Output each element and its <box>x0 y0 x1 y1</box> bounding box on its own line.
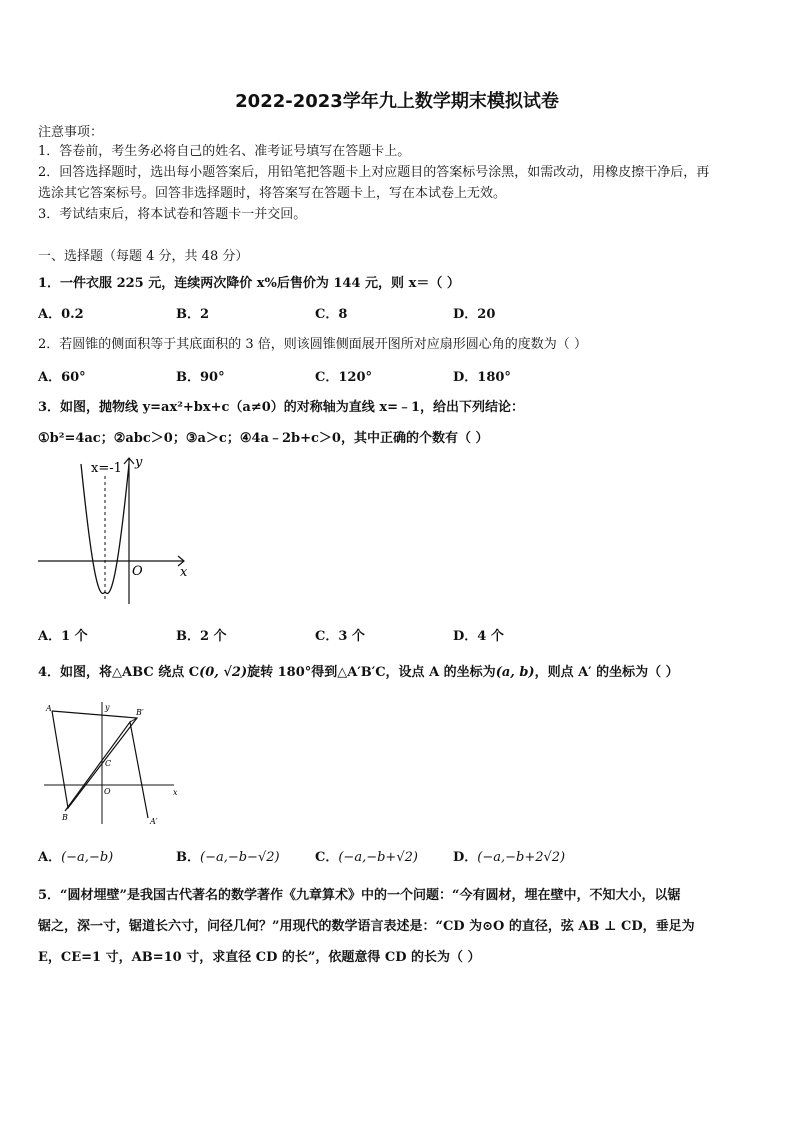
q3-option-a: A．1 个 <box>38 629 88 644</box>
label-a-prime: A′ <box>150 817 158 826</box>
q4-option-b-letter: B． <box>176 850 200 865</box>
notice-item-2-cont: 选涂其它答案标号。回答非选择题时，将答案写在答题卡上，写在本试卷上无效。 <box>38 186 507 201</box>
q4-option-c-expr: (−a,−b+√2) <box>338 850 418 865</box>
q4-point-a: (a, b) <box>495 665 535 680</box>
label-c: C <box>105 759 112 768</box>
q1-option-d: D．20 <box>453 307 496 322</box>
q2-option-b: B．90° <box>176 370 225 385</box>
q4-stem-part-3: ，则点 A′ 的坐标为（ ） <box>534 665 679 680</box>
q5-line-2: 锯之，深一寸，锯道长六寸，问径几何？”用现代的数学语言表述是：“CD 为⊙O 的直径，弦 AB ⊥ CD，垂足为 <box>38 919 695 934</box>
label-y: y <box>105 703 110 712</box>
q4-option-b <box>176 846 280 865</box>
page-title: 2022-2023学年九上数学期末模拟试卷 <box>235 91 559 112</box>
q3-option-c: C．3 个 <box>315 629 365 644</box>
q3-option-b: B．2 个 <box>176 629 227 644</box>
notice-item-1: 1．答卷前，考生务必将自己的姓名、准考证号填写在答题卡上。 <box>38 144 411 159</box>
q4-stem-part-2: 旋转 180°得到△A′B′C，设点 A 的坐标为 <box>247 665 496 680</box>
q1-option-a: A．0.2 <box>38 307 84 322</box>
q2-stem: 2．若圆锥的侧面积等于其底面积的 3 倍，则该圆锥侧面展开图所对应扇形圆心角的度数为（ ） <box>38 337 587 352</box>
label-a: A <box>46 704 52 713</box>
q4-option-d-expr: (−a,−b+2√2) <box>477 850 566 865</box>
y-axis-label: y <box>135 455 143 470</box>
q1-option-b: B．2 <box>176 307 210 322</box>
q3-parabola-figure <box>36 452 192 608</box>
q4-option-a-expr: (−a,−b) <box>61 850 114 865</box>
q4-option-c-letter: C． <box>315 850 339 865</box>
label-o: O <box>104 787 111 796</box>
q4-rotation-figure <box>40 698 182 828</box>
notice-heading: 注意事项： <box>38 125 104 140</box>
symmetry-label: x=-1 <box>91 461 122 476</box>
q4-option-b-expr: (−a,−b−√2) <box>200 850 280 865</box>
q1-stem: 1．一件衣服 225 元，连续两次降价 x%后售价为 144 元，则 x＝（ ） <box>38 276 460 291</box>
q4-option-a-letter: A． <box>38 850 62 865</box>
notice-item-3: 3．考试结束后，将本试卷和答题卡一并交回。 <box>38 207 307 222</box>
q4-option-c <box>315 846 418 865</box>
section-heading: 一、选择题（每题 4 分，共 48 分） <box>38 249 249 264</box>
q2-option-d: D．180° <box>453 370 511 385</box>
q4-stem <box>38 661 679 680</box>
label-b-prime: B′ <box>136 708 144 717</box>
q1-option-c: C．8 <box>315 307 348 322</box>
triangle-abc <box>52 711 137 808</box>
q3-option-d: D．4 个 <box>453 629 504 644</box>
q4-option-a <box>38 846 113 865</box>
q4-stem-part-1: 4．如图，将△ABC 绕点 C <box>38 665 200 680</box>
origin-label: O <box>132 564 143 579</box>
q4-point-c: (0, √2) <box>199 665 248 680</box>
q5-line-3: E，CE=1 寸，AB=10 寸，求直径 CD 的长”，依题意得 CD 的长为（ ） <box>38 950 481 965</box>
q5-line-1: 5．“圆材埋壁”是我国古代著名的数学著作《九章算术》中的一个问题：“今有圆材，埋在壁中，不知大小，以锯 <box>38 888 681 903</box>
x-axis-label: x <box>180 565 188 580</box>
q4-option-d-letter: D． <box>453 850 478 865</box>
notice-item-2: 2．回答选择题时，选出每小题答案后，用铅笔把答题卡上对应题目的答案标号涂黑，如需改动，用橡皮擦干净后，再 <box>38 165 710 180</box>
q3-conclusions: ①b²=4ac；②abc＞0；③a＞c；④4a﹣2b+c＞0，其中正确的个数有（ ） <box>38 431 489 446</box>
q2-option-a: A．60° <box>38 370 86 385</box>
triangle-a1b1c <box>65 722 148 818</box>
q4-option-d <box>453 846 565 865</box>
q2-option-c: C．120° <box>315 370 372 385</box>
label-b: B <box>62 813 68 822</box>
q3-stem: 3．如图，抛物线 y=ax²+bx+c（a≠0）的对称轴为直线 x=﹣1，给出下列结论： <box>38 400 525 415</box>
label-x: x <box>173 788 178 797</box>
